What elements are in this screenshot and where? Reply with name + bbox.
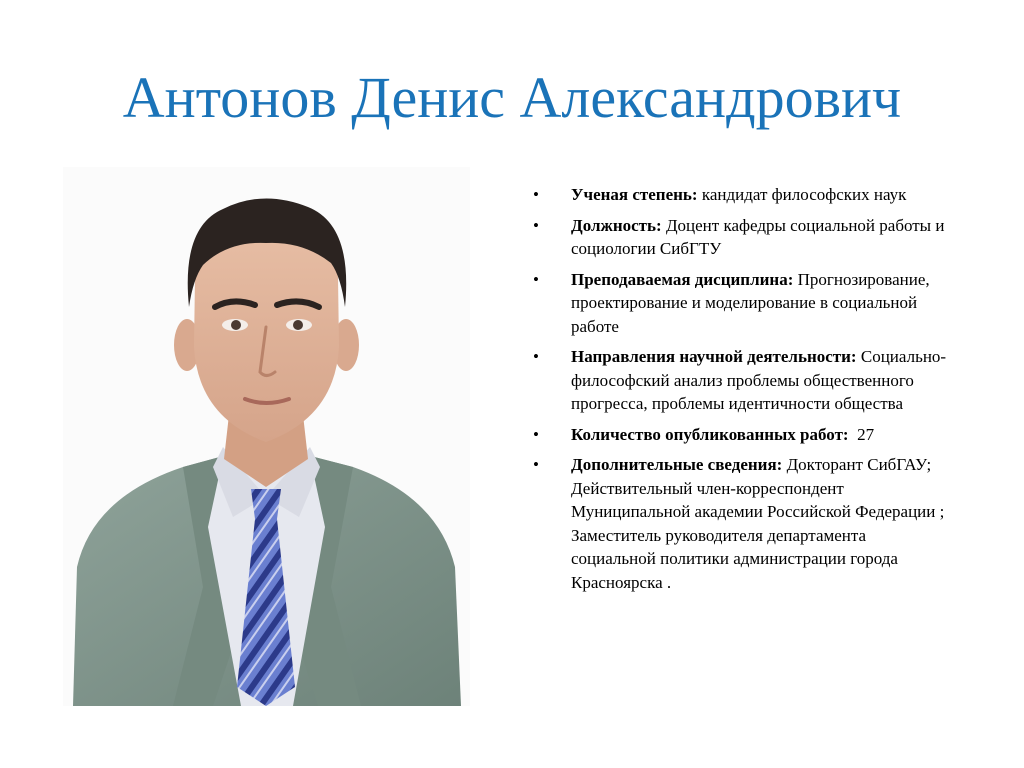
info-label: Направления научной деятельности:	[571, 347, 857, 366]
info-label: Ученая степень:	[571, 185, 698, 204]
info-item-research	[533, 345, 948, 416]
info-value: Прогнозирование, проектирование и моделирование в социальной работе	[571, 269, 930, 336]
slide-title: Антонов Денис Александрович	[122, 65, 902, 130]
info-value: Социально-философский анализ проблемы общественного прогресса, проблемы идентичности общества	[571, 347, 947, 413]
portrait-illustration	[63, 167, 470, 706]
info-value: Докторант СибГАУ; Действительный член-корреспондент Муниципальной академии Российской Федерации ; Заместитель руководителя департамента социальной политики администрации города Красноярска .	[571, 455, 945, 592]
info-label: Должность:	[571, 215, 662, 235]
info-item-publications	[533, 423, 948, 447]
info-label: Количество опубликованных работ:	[571, 424, 849, 444]
info-item-position	[533, 214, 948, 261]
info-item-additional	[533, 453, 948, 594]
tie-knot	[251, 489, 281, 519]
info-label: Дополнительные сведения:	[571, 455, 783, 474]
portrait-photo	[63, 167, 470, 706]
info-value: Доцент кафедры социальной работы и социологии СибГТУ	[571, 215, 945, 258]
info-item-degree	[533, 183, 948, 207]
info-label: Преподаваемая дисциплина:	[571, 269, 794, 289]
info-value: кандидат философских наук	[697, 185, 907, 204]
info-list	[533, 183, 948, 601]
info-value: 27	[848, 424, 875, 444]
info-item-discipline	[533, 268, 948, 339]
